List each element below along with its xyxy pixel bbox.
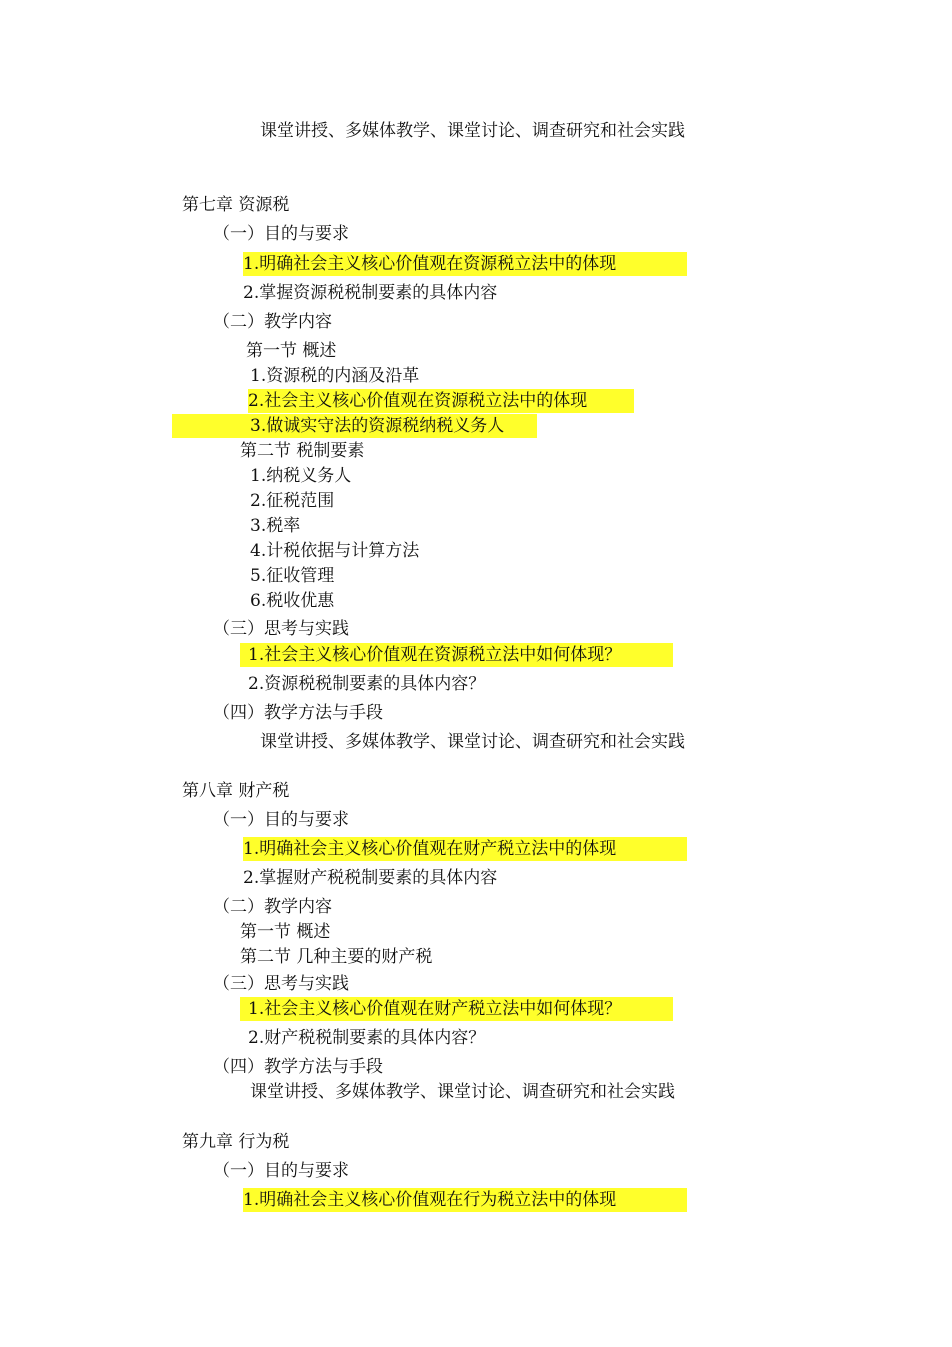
list-item: 4.计税依据与计算方法 bbox=[250, 541, 420, 561]
chapter-heading: 第七章 资源税 bbox=[182, 195, 290, 215]
section-heading: （一）目的与要求 bbox=[213, 1161, 349, 1181]
list-item: 1.纳税义务人 bbox=[250, 466, 352, 486]
highlighted-item: 1.明确社会主义核心价值观在财产税立法中的体现 bbox=[243, 837, 687, 861]
highlighted-item: 1.社会主义核心价值观在资源税立法中如何体现？ bbox=[240, 643, 673, 667]
teaching-methods-text: 课堂讲授、多媒体教学、课堂讨论、调查研究和社会实践 bbox=[260, 732, 685, 752]
list-item: 2.掌握财产税税制要素的具体内容 bbox=[243, 868, 498, 888]
section-heading: （二）教学内容 bbox=[213, 897, 332, 917]
list-item: 6.税收优惠 bbox=[250, 591, 335, 611]
list-item: 3.税率 bbox=[250, 516, 301, 536]
section-heading: （三）思考与实践 bbox=[213, 619, 349, 639]
teaching-methods-text: 课堂讲授、多媒体教学、课堂讨论、调查研究和社会实践 bbox=[250, 1082, 675, 1102]
highlighted-item: 1.明确社会主义核心价值观在资源税立法中的体现 bbox=[243, 252, 687, 276]
highlighted-item: 2.社会主义核心价值观在资源税立法中的体现 bbox=[248, 389, 634, 413]
section-heading: （四）教学方法与手段 bbox=[213, 703, 383, 723]
list-item: 2.征税范围 bbox=[250, 491, 335, 511]
subsection-heading: 第一节 概述 bbox=[240, 922, 331, 942]
list-item: 2.掌握资源税税制要素的具体内容 bbox=[243, 283, 498, 303]
highlighted-item: 1.明确社会主义核心价值观在行为税立法中的体现 bbox=[243, 1188, 687, 1212]
list-item: 2.资源税税制要素的具体内容？ bbox=[248, 674, 486, 694]
list-item: 5.征收管理 bbox=[250, 566, 335, 586]
chapter-heading: 第八章 财产税 bbox=[182, 781, 290, 801]
section-heading: （一）目的与要求 bbox=[213, 224, 349, 244]
section-heading: （四）教学方法与手段 bbox=[213, 1057, 383, 1077]
subsection-heading: 第一节 概述 bbox=[246, 341, 337, 361]
section-heading: （一）目的与要求 bbox=[213, 810, 349, 830]
teaching-methods-text: 课堂讲授、多媒体教学、课堂讨论、调查研究和社会实践 bbox=[260, 121, 685, 141]
list-item: 1.资源税的内涵及沿革 bbox=[250, 366, 420, 386]
section-heading: （三）思考与实践 bbox=[213, 974, 349, 994]
subsection-heading: 第二节 税制要素 bbox=[240, 441, 365, 461]
section-heading: （二）教学内容 bbox=[213, 312, 332, 332]
subsection-heading: 第二节 几种主要的财产税 bbox=[240, 947, 433, 967]
chapter-heading: 第九章 行为税 bbox=[182, 1132, 290, 1152]
highlighted-item: 1.社会主义核心价值观在财产税立法中如何体现？ bbox=[240, 997, 673, 1021]
list-item: 2.财产税税制要素的具体内容？ bbox=[248, 1028, 486, 1048]
highlighted-item: 3.做诚实守法的资源税纳税义务人 bbox=[172, 414, 537, 438]
